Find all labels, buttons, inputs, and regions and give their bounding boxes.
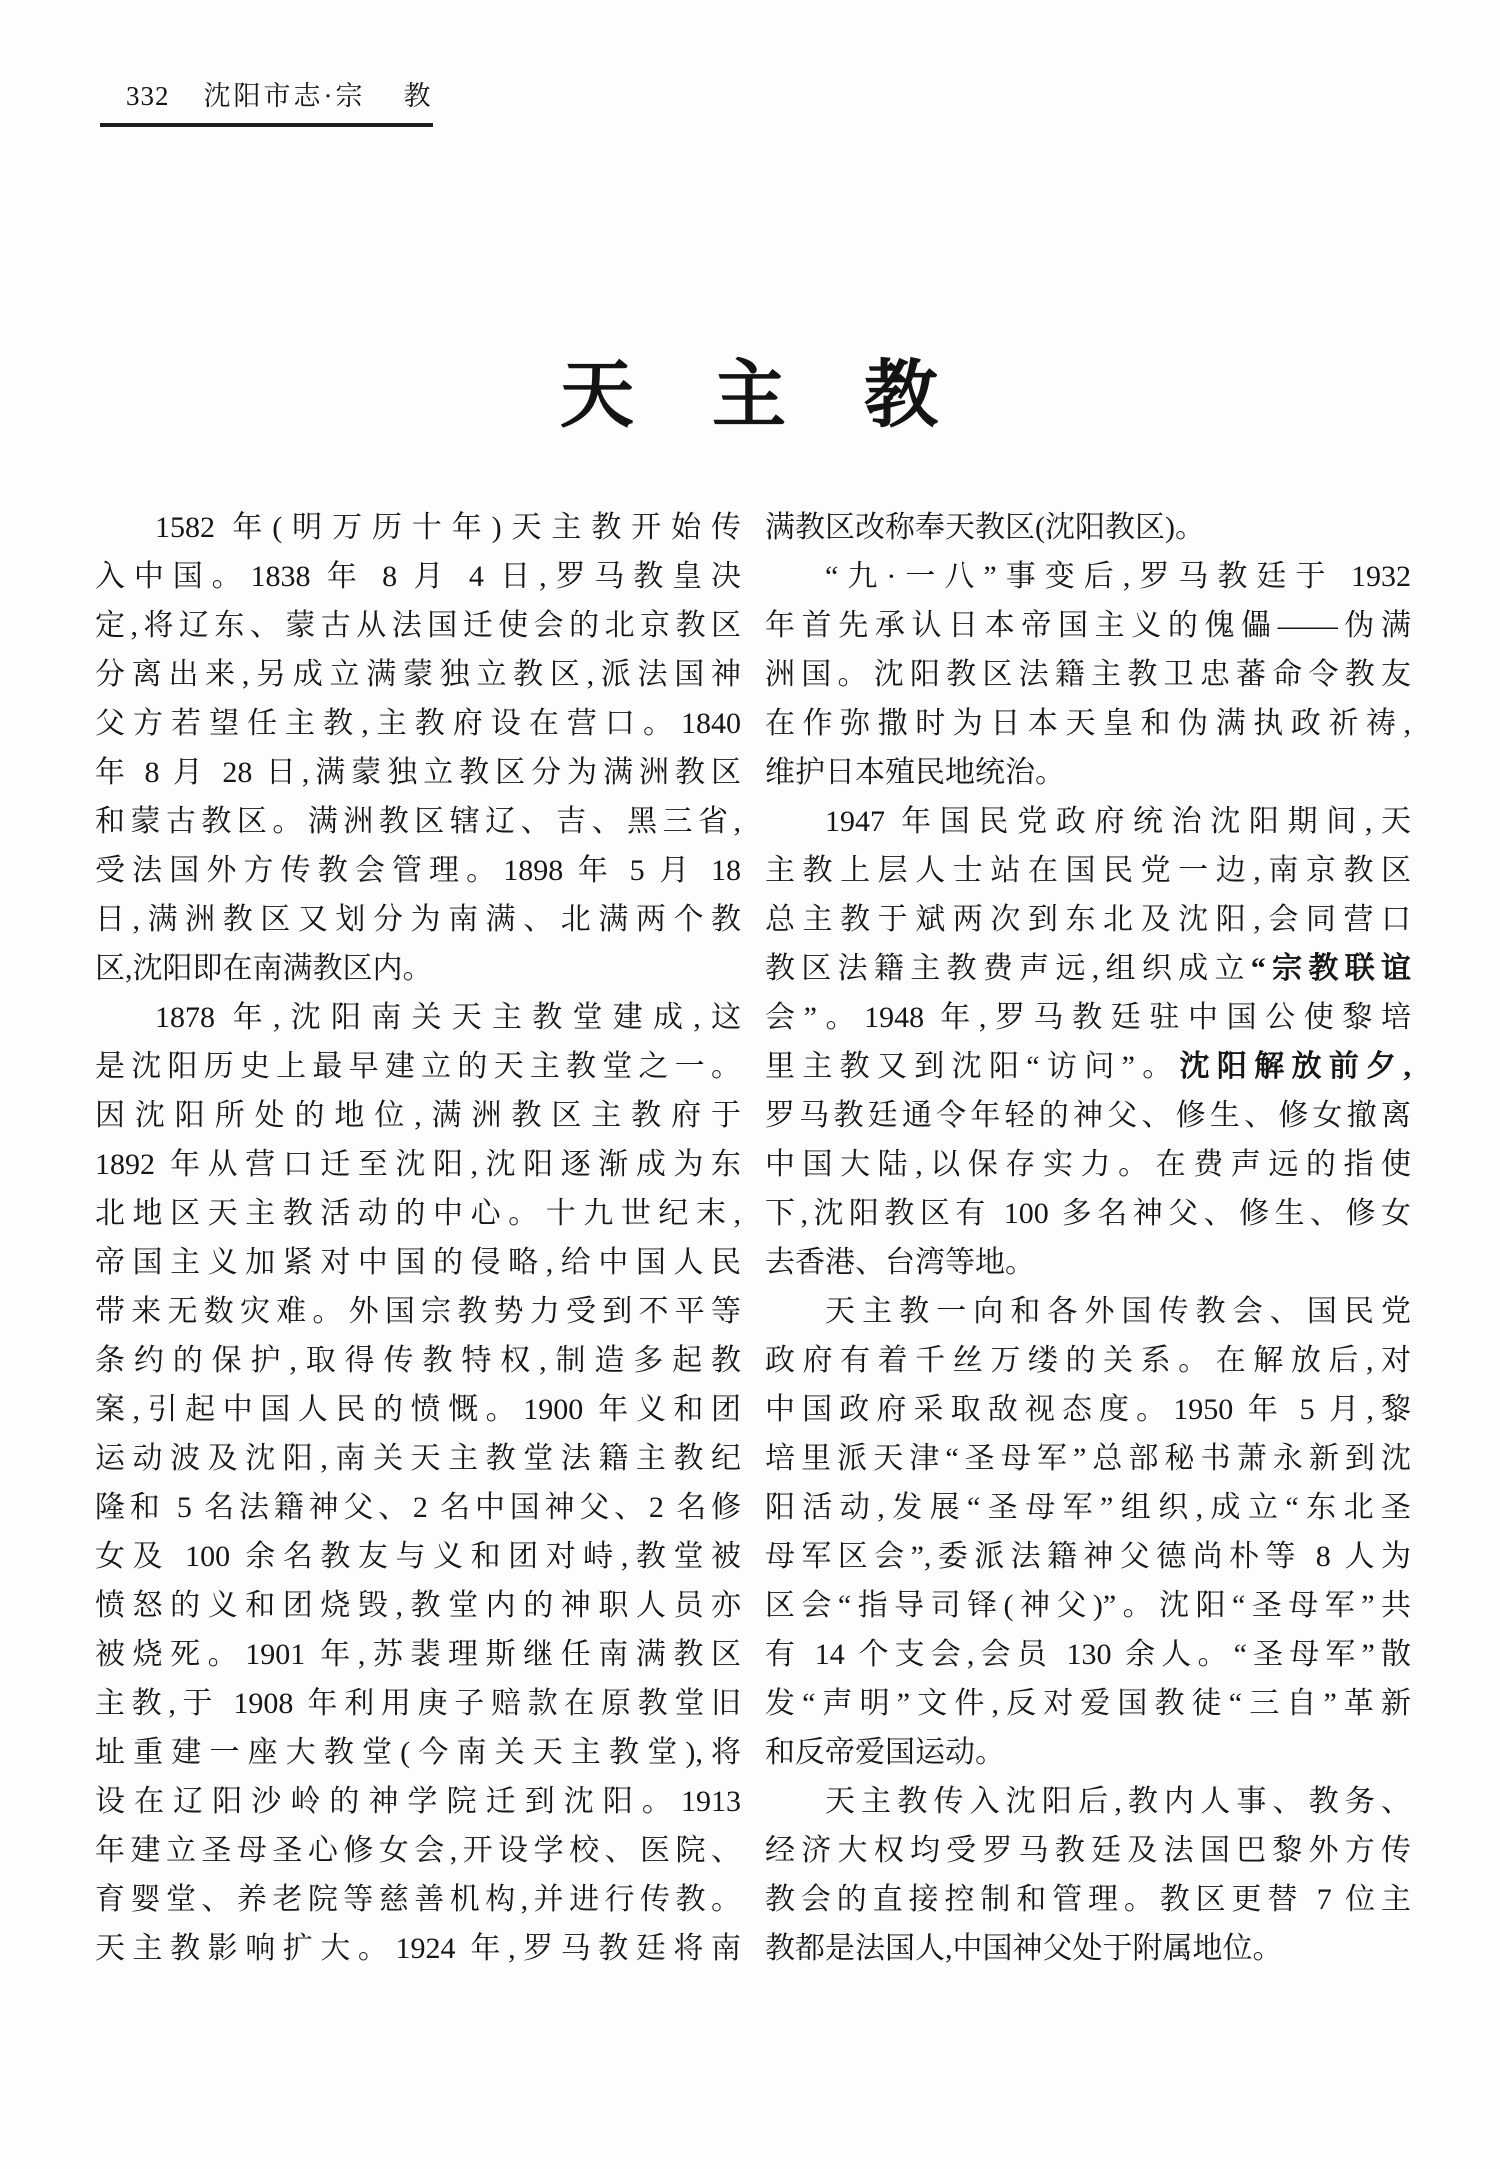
paragraph — [765, 797, 1411, 1287]
book-title: 沈阳市志·宗 — [203, 81, 366, 111]
chapter-title: 天 主 教 — [560, 355, 940, 437]
text-line: 育婴堂、养老院等慈善机构,并进行传教。 — [95, 1883, 741, 1916]
text-line: 天主教传入沈阳后,教内人事、教务、 — [825, 1785, 1411, 1818]
text-line: 因沈阳所处的地位,满洲教区主教府于 — [95, 1099, 741, 1132]
text-line: 教会的直接控制和管理。教区更替 7 位主 — [765, 1883, 1411, 1916]
paragraph — [765, 1777, 1411, 1973]
text-line: 设在辽阳沙岭的神学院迁到沈阳。1913 — [95, 1785, 741, 1818]
paragraph — [95, 503, 741, 993]
text-line: 受法国外方传教会管理。1898 年 5 月 18 — [95, 854, 741, 887]
text-line: 经济大权均受罗马教廷及法国巴黎外方传 — [765, 1834, 1411, 1867]
text-line: 是沈阳历史上最早建立的天主教堂之一。 — [95, 1050, 741, 1083]
page-number: 332 — [126, 81, 170, 111]
text-line: 愤怒的义和团烧毁,教堂内的神职人员亦 — [95, 1589, 741, 1622]
text-line: 案,引起中国人民的愤慨。1900 年义和团 — [95, 1393, 741, 1426]
text-line: 帝国主义加紧对中国的侵略,给中国人民 — [95, 1246, 741, 1279]
text-line: 区会“指导司铎(神父)”。沈阳“圣母军”共 — [765, 1589, 1411, 1622]
text-line: 日,满洲教区又划分为南满、北满两个教 — [95, 903, 741, 936]
text-line: 教区法籍主教费声远,组织成立“宗教联谊 — [765, 952, 1411, 985]
text-line: 培里派天津“圣母军”总部秘书萧永新到沈 — [765, 1442, 1411, 1475]
right-column — [765, 503, 1411, 1973]
text-line: 北地区天主教活动的中心。十九世纪末, — [95, 1197, 741, 1230]
body-columns — [95, 503, 1411, 1973]
text-line: 天主教一向和各外国传教会、国民党 — [825, 1295, 1411, 1328]
text-line: 发“声明”文件,反对爱国教徒“三自”革新 — [765, 1687, 1411, 1720]
text-line: 带来无数灾难。外国宗教势力受到不平等 — [95, 1295, 741, 1328]
text-line: 条约的保护,取得传教特权,制造多起教 — [95, 1344, 741, 1377]
paragraph — [765, 503, 1411, 552]
running-header — [100, 74, 433, 127]
header-rule — [100, 123, 433, 127]
text-line: 年 8 月 28 日,满蒙独立教区分为满洲教区 — [95, 756, 741, 789]
text-line: 1892 年从营口迁至沈阳,沈阳逐渐成为东 — [95, 1148, 741, 1181]
text-line: 年建立圣母圣心修女会,开设学校、医院、 — [95, 1834, 741, 1867]
running-header-row — [100, 74, 433, 113]
text-line: 1878 年,沈阳南关天主教堂建成,这 — [155, 1001, 741, 1034]
paragraph — [765, 1287, 1411, 1777]
text-line: 有 14 个支会,会员 130 余人。“圣母军”散 — [765, 1638, 1411, 1671]
text-line: 年首先承认日本帝国主义的傀儡——伪满 — [765, 609, 1411, 642]
text-line: 女及 100 余名教友与义和团对峙,教堂被 — [95, 1540, 741, 1573]
text-line: 和蒙古教区。满洲教区辖辽、吉、黑三省, — [95, 805, 741, 838]
text-line: 罗马教廷通令年轻的神父、修生、修女撤离 — [765, 1099, 1411, 1132]
text-line: “九·一八”事变后,罗马教廷于 1932 — [825, 560, 1411, 593]
text-line: 区,沈阳即在南满教区内。 — [95, 952, 433, 985]
text-line: 天主教影响扩大。1924 年,罗马教廷将南 — [95, 1932, 741, 1965]
text-line: 运动波及沈阳,南关天主教堂法籍主教纪 — [95, 1442, 741, 1475]
text-line: 满教区改称奉天教区(沈阳教区)。 — [765, 511, 1205, 544]
text-line: 在作弥撒时为日本天皇和伪满执政祈祷, — [765, 707, 1411, 740]
text-line: 里主教又到沈阳“访问”。沈阳解放前夕, — [765, 1050, 1411, 1083]
text-line: 被烧死。1901 年,苏裴理斯继任南满教区 — [95, 1638, 741, 1671]
text-line: 定,将辽东、蒙古从法国迁使会的北京教区 — [95, 609, 741, 642]
text-line: 入中国。1838 年 8 月 4 日,罗马教皇决 — [95, 560, 741, 593]
text-line: 教都是法国人,中国神父处于附属地位。 — [765, 1932, 1283, 1965]
text-line: 和反帝爱国运动。 — [765, 1736, 1005, 1769]
text-line: 母军区会”,委派法籍神父德尚朴等 8 人为 — [765, 1540, 1411, 1573]
text-line: 会”。1948 年,罗马教廷驻中国公使黎培 — [765, 1001, 1411, 1034]
text-line: 隆和 5 名法籍神父、2 名中国神父、2 名修 — [95, 1491, 741, 1524]
paragraph — [765, 552, 1411, 797]
text-line: 总主教于斌两次到东北及沈阳,会同营口 — [765, 903, 1411, 936]
text-line: 址重建一座大教堂(今南关天主教堂),将 — [95, 1736, 741, 1769]
text-line: 中国政府采取敌视态度。1950 年 5 月,黎 — [765, 1393, 1411, 1426]
text-line: 中国大陆,以保存实力。在费声远的指使 — [765, 1148, 1411, 1181]
text-line: 分离出来,另成立满蒙独立教区,派法国神 — [95, 658, 741, 691]
text-line: 1947 年国民党政府统治沈阳期间,天 — [825, 805, 1411, 838]
text-line: 主教上层人士站在国民党一边,南京教区 — [765, 854, 1411, 887]
text-line: 洲国。沈阳教区法籍主教卫忠蕃命令教友 — [765, 658, 1411, 691]
text-line: 1582 年(明万历十年)天主教开始传 — [155, 511, 741, 544]
text-line: 去香港、台湾等地。 — [765, 1246, 1035, 1279]
text-line: 维护日本殖民地统治。 — [765, 756, 1065, 789]
text-line: 下,沈阳教区有 100 多名神父、修生、修女 — [765, 1197, 1411, 1230]
text-line: 父方若望任主教,主教府设在营口。1840 — [95, 707, 741, 740]
text-line: 政府有着千丝万缕的关系。在解放后,对 — [765, 1344, 1411, 1377]
text-line: 主教,于 1908 年利用庚子赔款在原教堂旧 — [95, 1687, 741, 1720]
book-title-section: 教 — [403, 81, 432, 111]
text-line: 阳活动,发展“圣母军”组织,成立“东北圣 — [765, 1491, 1411, 1524]
left-column — [95, 503, 741, 1973]
paragraph — [95, 993, 741, 1973]
